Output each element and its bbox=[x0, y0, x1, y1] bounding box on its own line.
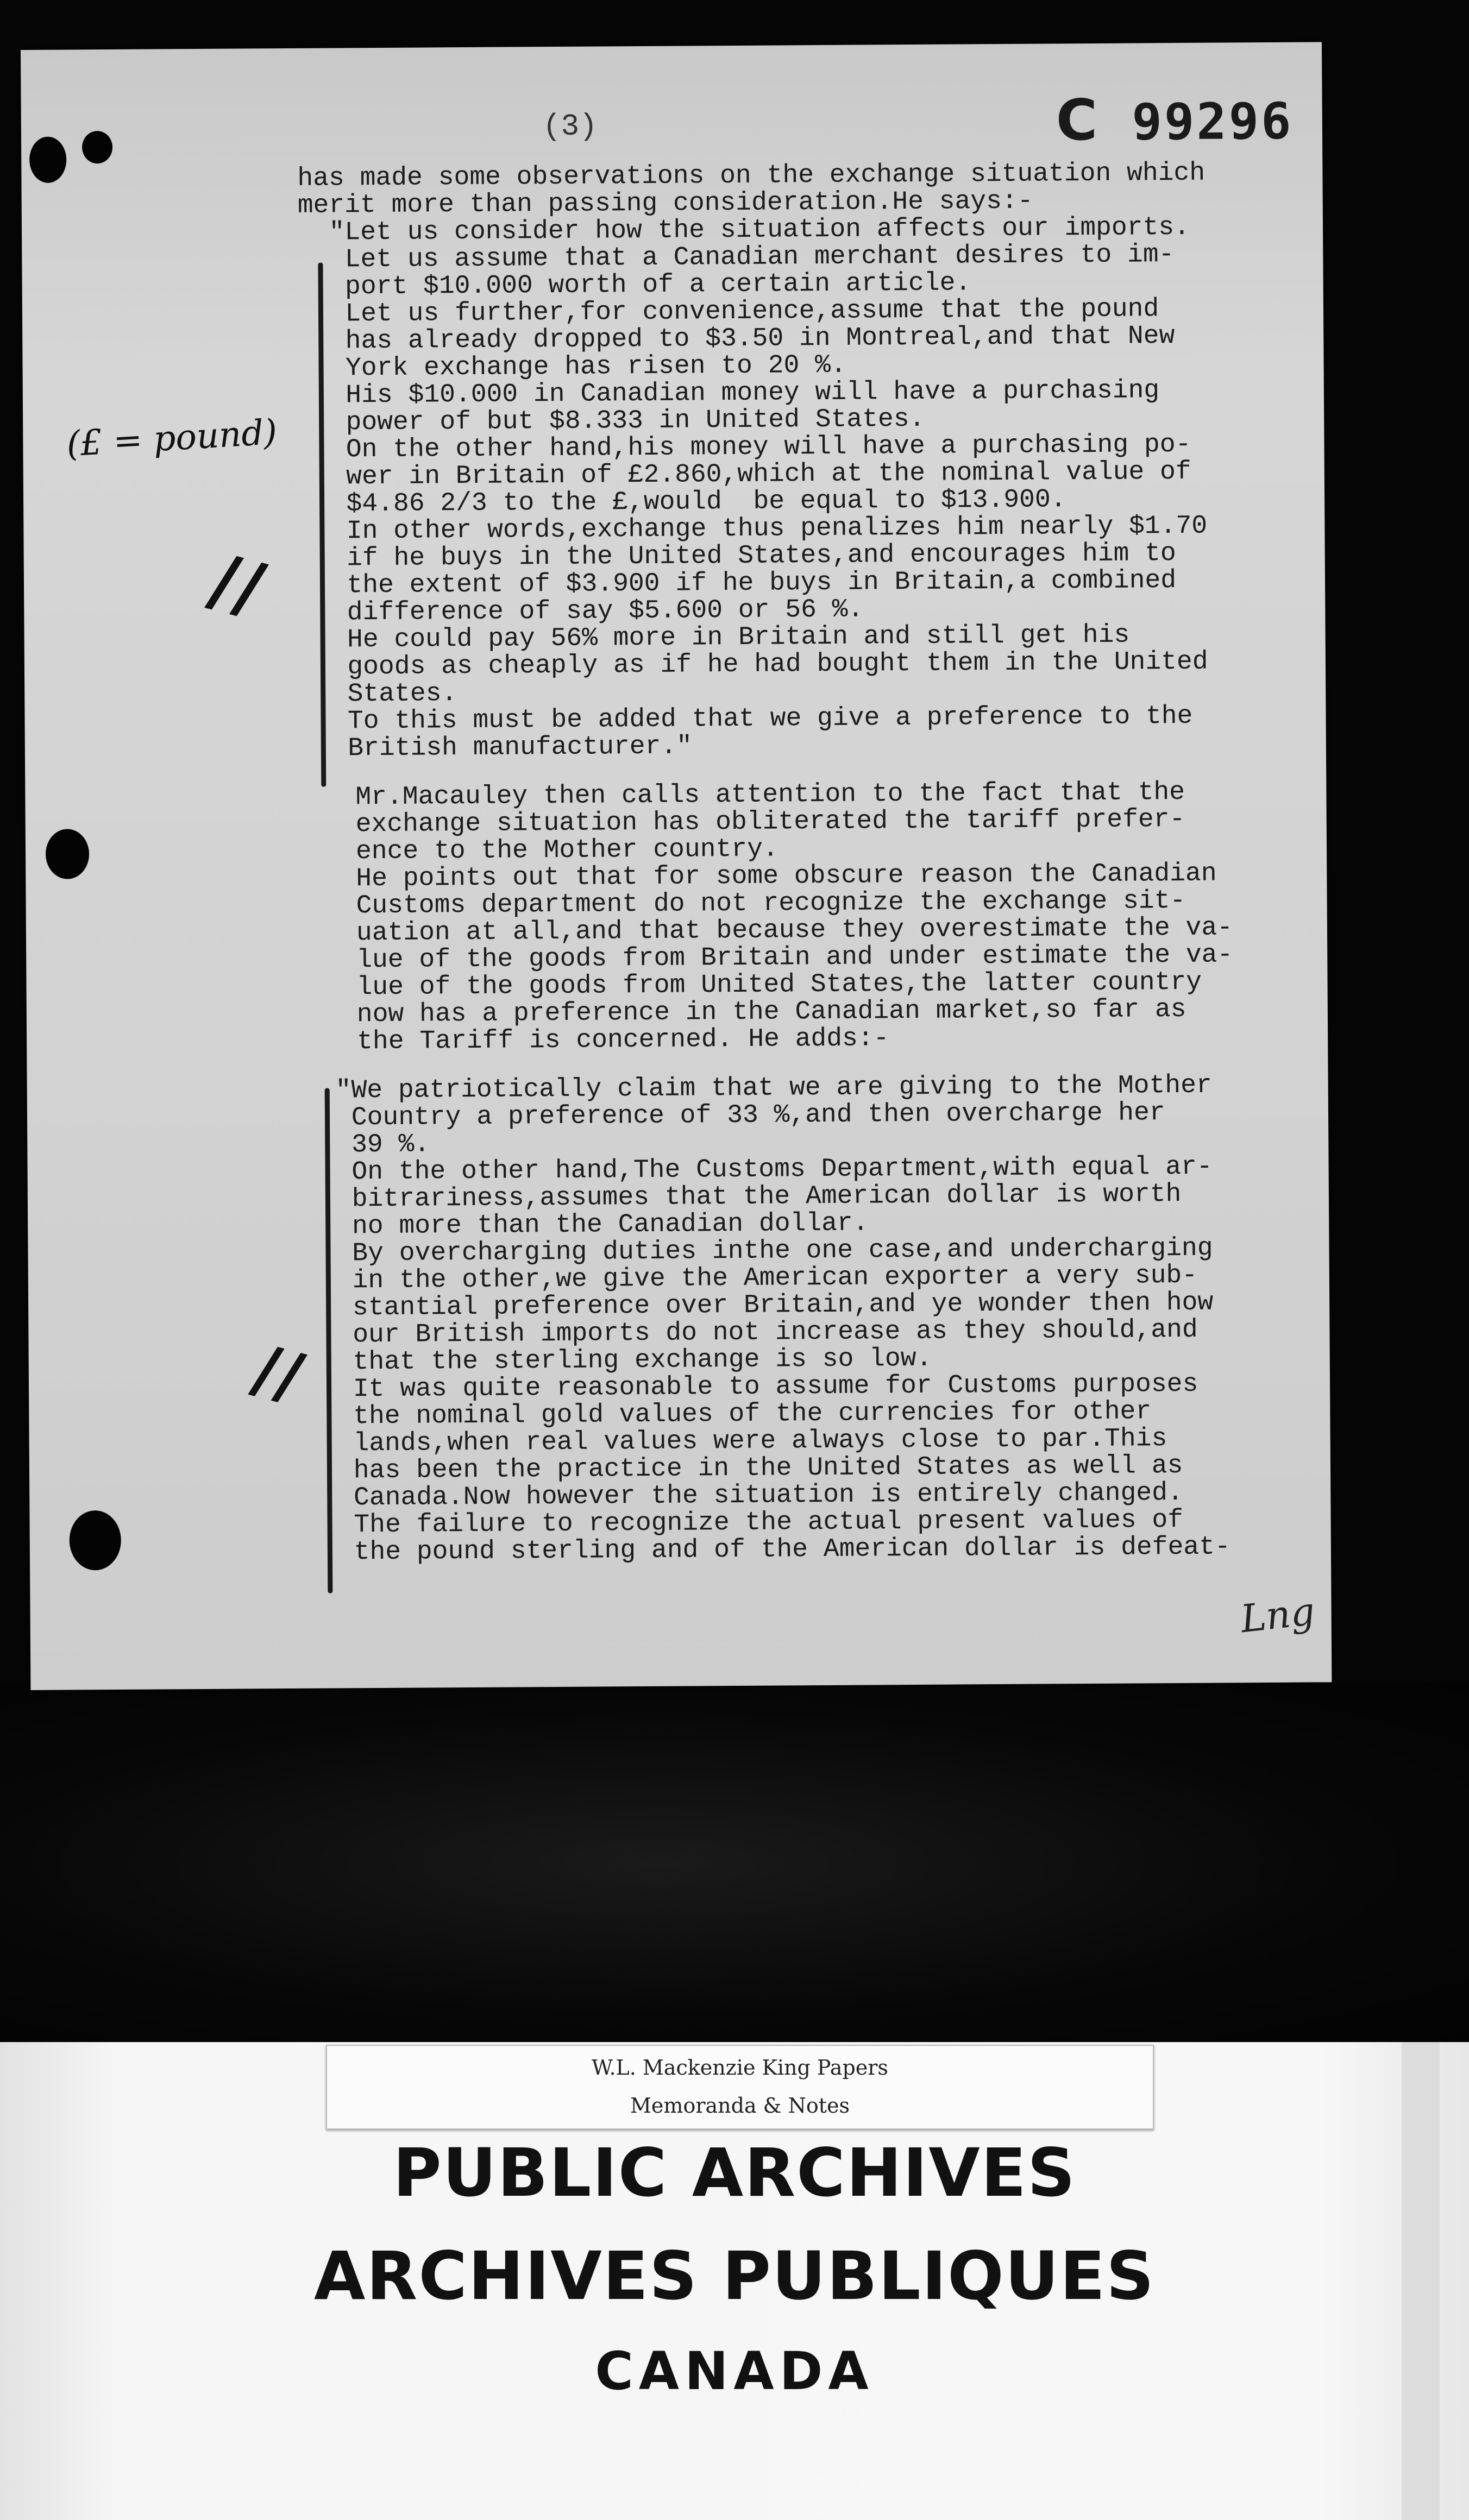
text-line: In other words,exchange thus penalizes him nearly $1.70 bbox=[299, 511, 1208, 546]
text-line: in the other,we give the American exporter a very sub- bbox=[336, 1261, 1198, 1296]
text-line: our British imports do not increase as they should,and bbox=[337, 1315, 1198, 1350]
handwritten-margin-note: (£ = pound) bbox=[65, 412, 279, 465]
text-line: To this must be added that we give a preference to the bbox=[300, 701, 1193, 736]
text-line: power of but $8.333 in United States. bbox=[299, 404, 925, 438]
collection-series: Memoranda & Notes bbox=[630, 2094, 850, 2118]
text-line: Mr.Macauley then calls attention to the fact that the bbox=[355, 777, 1185, 812]
text-line: On the other hand,The Customs Department,with equal ar- bbox=[336, 1152, 1213, 1187]
text-line: port $10.000 worth of a certain article. bbox=[298, 268, 971, 302]
film-background bbox=[0, 1684, 1469, 2042]
text-line: States. bbox=[300, 679, 457, 709]
text-line: On the other hand,his money will have a purchasing po- bbox=[299, 430, 1191, 465]
text-line: has already dropped to $3.50 in Montreal,and that New bbox=[298, 322, 1175, 356]
punch-hole bbox=[69, 1510, 121, 1571]
text-line: His $10.000 in Canadian money will have a purchasing bbox=[298, 376, 1160, 411]
text-line: the extent of $3.900 if he buys in Britain,a combined bbox=[299, 566, 1177, 601]
text-line: Country a preference of 33 %,and then overcharge her bbox=[335, 1098, 1165, 1133]
text-line: He points out that for some obscure reason the Canadian bbox=[356, 859, 1217, 894]
text-line: has been the practice in the United States as well as bbox=[337, 1451, 1183, 1486]
text-line: stantial preference over Britain,and ye wonder then how bbox=[336, 1288, 1214, 1323]
text-line: ence to the Mother country. bbox=[355, 834, 779, 867]
text-line: bitrariness,assumes that the American dollar is worth bbox=[336, 1179, 1182, 1214]
text-line: difference of say $5.600 or 56 %. bbox=[300, 595, 864, 628]
punch-hole bbox=[82, 131, 112, 163]
archive-title-french: ARCHIVES PUBLIQUES bbox=[313, 2238, 1156, 2315]
text-line: lue of the goods from Britain and under estimate the va- bbox=[356, 940, 1233, 975]
text-line: lue of the goods from United States,the latter country bbox=[356, 967, 1202, 1003]
text-line: the nominal gold values of the currencies for other bbox=[337, 1397, 1152, 1432]
collection-tag bbox=[326, 2045, 1154, 2130]
text-line: now has a preference in the Canadian market,so far as bbox=[356, 994, 1186, 1030]
text-line: if he buys in the United States,and encourages him to bbox=[299, 539, 1176, 574]
text-line: goods as cheaply as if he had bought them in the United bbox=[300, 647, 1208, 682]
margin-hatch-mark: // bbox=[245, 1331, 311, 1416]
text-line: $4.86 2/3 to the £,would be equal to $13.900. bbox=[299, 485, 1066, 519]
text-line: Customs department do not recognize the exchange sit- bbox=[356, 886, 1186, 921]
text-line: no more than the Canadian dollar. bbox=[336, 1208, 869, 1242]
document-id-number: 99296 bbox=[1132, 92, 1294, 152]
text-line: He could pay 56% more in Britain and still get his bbox=[300, 620, 1130, 655]
quoted-paragraph-customs bbox=[336, 1072, 1231, 1566]
margin-bracket-line bbox=[325, 1088, 333, 1593]
text-line: Canada.Now however the situation is entirely changed. bbox=[338, 1478, 1183, 1513]
text-line: "We patriotically claim that we are giving to the Mother bbox=[335, 1070, 1212, 1106]
text-line: "Let us consider how the situation affects our imports. bbox=[297, 212, 1190, 248]
text-line: 39 %. bbox=[336, 1130, 430, 1160]
text-line: merit more than passing consideration.He says:- bbox=[297, 186, 1033, 220]
collection-name: W.L. Mackenzie King Papers bbox=[592, 2056, 888, 2080]
margin-hatch-mark: // bbox=[202, 538, 273, 631]
text-line: The failure to recognize the actual present values of bbox=[338, 1505, 1184, 1540]
text-line: Let us further,for convenience,assume that the pound bbox=[298, 294, 1159, 329]
typed-document-page bbox=[21, 42, 1332, 1690]
paragraph-macauley bbox=[355, 778, 1233, 1055]
text-line: uation at all,and that because they overestimate the va- bbox=[356, 913, 1233, 948]
document-id-stamp bbox=[1056, 86, 1293, 154]
quoted-paragraph-imports bbox=[297, 160, 1208, 763]
punch-hole bbox=[46, 829, 90, 879]
text-line: the Tariff is concerned. He adds:- bbox=[357, 1024, 889, 1057]
text-line: By overcharging duties inthe one case,and undercharging bbox=[336, 1233, 1213, 1269]
handwritten-initials: Lng bbox=[1238, 1589, 1317, 1642]
text-line: has made some observations on the exchange situation which bbox=[297, 158, 1206, 193]
text-line: wer in Britain of £2.860,which at the nominal value of bbox=[299, 457, 1191, 492]
text-line: that the sterling exchange is so low. bbox=[337, 1344, 932, 1377]
text-line: Let us assume that a Canadian merchant desires to im- bbox=[298, 240, 1175, 275]
text-line: It was quite reasonable to assume for Customs purposes bbox=[337, 1369, 1198, 1404]
punch-hole bbox=[29, 136, 67, 182]
text-line: the pound sterling and of the American dollar is defeat- bbox=[338, 1532, 1231, 1567]
page-number: (3) bbox=[542, 109, 598, 144]
text-line: York exchange has risen to 20 %. bbox=[298, 350, 846, 383]
text-line: exchange situation has obliterated the tariff prefer- bbox=[355, 804, 1185, 840]
text-line: British manufacturer." bbox=[300, 732, 693, 764]
text-line: lands,when real values were always close to par.This bbox=[337, 1424, 1167, 1459]
archive-title-english: PUBLIC ARCHIVES bbox=[393, 2134, 1076, 2212]
archive-country: CANADA bbox=[595, 2341, 874, 2402]
document-id-prefix: C bbox=[1056, 86, 1100, 154]
